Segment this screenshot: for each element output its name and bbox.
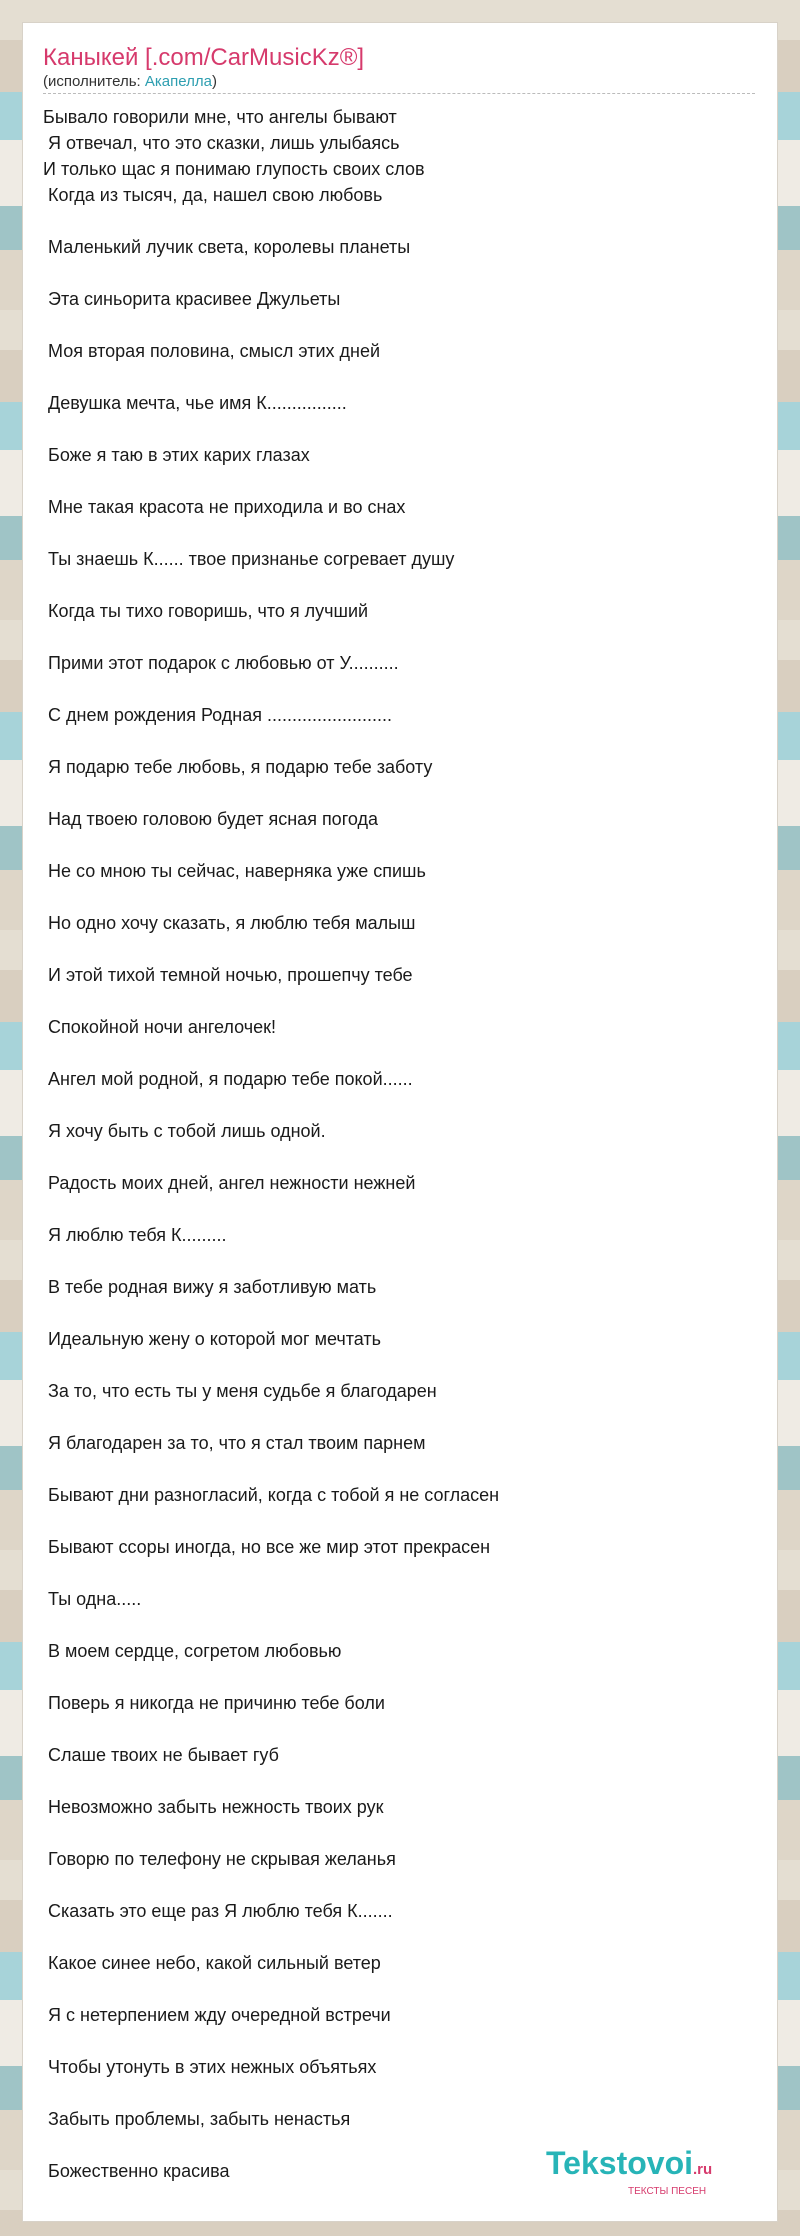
lyric-line: Я хочу быть с тобой лишь одной.: [43, 1121, 326, 1141]
artist-suffix: ): [211, 73, 217, 90]
lyric-line: С днем рождения Родная .........................: [43, 705, 393, 725]
lyric-line: Моя вторая половина, смысл этих дней: [43, 341, 381, 361]
lyric-line: Какое синее небо, какой сильный ветер: [43, 1953, 381, 1973]
lyric-line: За то, что есть ты у меня судьбе я благодарен: [43, 1381, 437, 1401]
song-artist-line: [43, 73, 755, 94]
tekstovoi-logo[interactable]: [546, 2146, 746, 2197]
logo-tld: .ru: [693, 2161, 713, 2178]
lyric-line: Ты одна.....: [43, 1589, 142, 1609]
lyric-line: Бывают ссоры иногда, но все же мир этот прекрасен: [43, 1537, 491, 1557]
artist-link[interactable]: Акапелла: [144, 73, 212, 90]
lyric-line: Маленький лучик света, королевы планеты: [43, 237, 411, 257]
lyrics-text: [23, 94, 777, 2184]
lyric-line: Ангел мой родной, я подарю тебе покой......: [43, 1069, 413, 1089]
logo-tagline: ТЕКСТЫ ПЕСЕН: [628, 2186, 707, 2197]
lyric-line: Идеальную жену о которой мог мечтать: [43, 1329, 382, 1349]
lyric-line: Божественно красива: [43, 2161, 230, 2181]
lyric-line: Спокойной ночи ангелочек!: [43, 1017, 277, 1037]
logo-wordmark: [546, 2146, 746, 2187]
lyric-line: Девушка мечта, чье имя К................: [43, 393, 347, 413]
lyric-line: Не со мною ты сейчас, наверняка уже спишь: [43, 861, 426, 881]
lyric-line: Я благодарен за то, что я стал твоим парнем: [43, 1433, 426, 1453]
lyric-line: Когда ты тихо говоришь, что я лучший: [43, 601, 369, 621]
lyric-line: Боже я таю в этих карих глазах: [43, 445, 310, 465]
lyric-line: Я отвечал, что это сказки, лишь улыбаясь: [43, 133, 400, 153]
lyric-line: В моем сердце, согретом любовью: [43, 1641, 342, 1661]
lyric-line: Я подарю тебе любовь, я подарю тебе заботу: [43, 757, 433, 777]
song-title: Каныкей [.com/CarMusicKz®]: [43, 44, 365, 71]
lyric-line: Забыть проблемы, забыть ненастья: [43, 2109, 351, 2129]
lyric-line: Поверь я никогда не причиню тебе боли: [43, 1693, 385, 1713]
lyric-line: Я с нетерпением жду очередной встречи: [43, 2005, 391, 2025]
lyric-line: Над твоею головою будет ясная погода: [43, 809, 378, 829]
lyric-line: Эта синьорита красивее Джульеты: [43, 289, 341, 309]
lyric-line: Сказать это еще раз Я люблю тебя К.......: [43, 1901, 393, 1921]
lyric-line: Ты знаешь К...... твое признанье согревает душу: [43, 549, 455, 569]
lyrics-card: [22, 22, 778, 2222]
lyric-line: В тебе родная вижу я заботливую мать: [43, 1277, 377, 1297]
logo-name: Tekstovoi: [546, 2145, 693, 2181]
lyric-line: Прими этот подарок с любовью от У..........: [43, 653, 399, 673]
lyric-line: Чтобы утонуть в этих нежных объятьях: [43, 2057, 377, 2077]
lyric-line: Но одно хочу сказать, я люблю тебя малыш: [43, 913, 416, 933]
lyric-line: Радость моих дней, ангел нежности нежней: [43, 1173, 416, 1193]
lyric-line: Бывают дни разногласий, когда с тобой я не согласен: [43, 1485, 500, 1505]
lyric-line: И этой тихой темной ночью, прошепчу тебе: [43, 965, 413, 985]
lyric-line: Бывало говорили мне, что ангелы бывают: [43, 107, 397, 127]
artist-prefix: (исполнитель:: [43, 73, 145, 90]
song-header: [23, 23, 777, 94]
lyric-line: Слаше твоих не бывает губ: [43, 1745, 279, 1765]
lyric-line: Мне такая красота не приходила и во снах: [43, 497, 406, 517]
lyric-line: Невозможно забыть нежность твоих рук: [43, 1797, 384, 1817]
lyric-line: И только щас я понимаю глупость своих слов: [43, 159, 425, 179]
lyric-line: Я люблю тебя К.........: [43, 1225, 227, 1245]
lyric-line: Когда из тысяч, да, нашел свою любовь: [43, 185, 383, 205]
lyric-line: Говорю по телефону не скрывая желанья: [43, 1849, 396, 1869]
